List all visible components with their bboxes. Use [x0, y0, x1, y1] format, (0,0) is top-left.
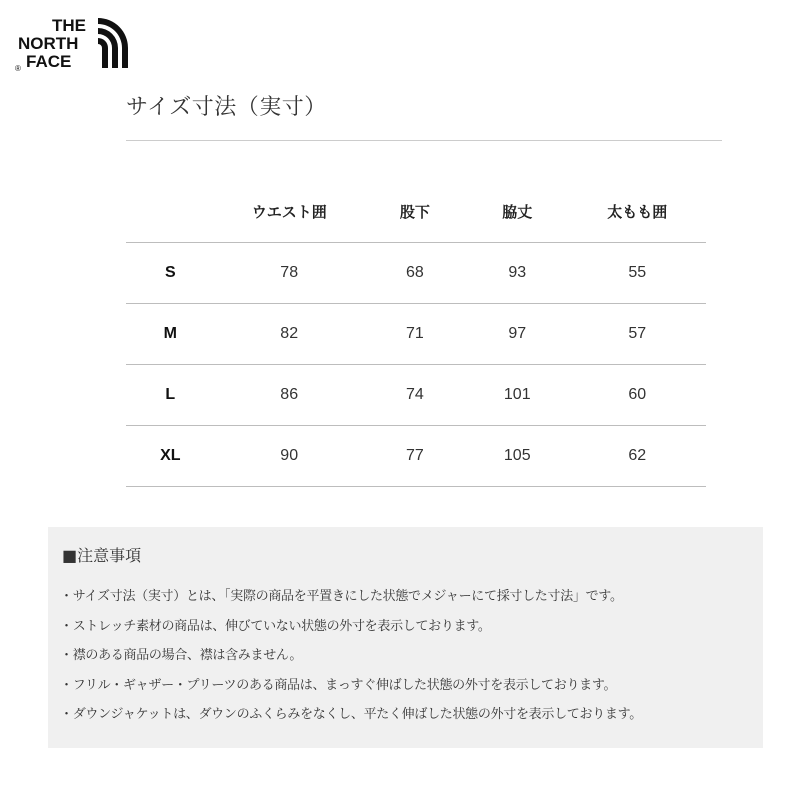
- logo-text-north: NORTH: [18, 34, 79, 53]
- table-cell: 57: [568, 304, 706, 365]
- size-label: M: [126, 304, 215, 365]
- header-cell-inseam: 股下: [364, 180, 466, 243]
- table-cell: 60: [568, 365, 706, 426]
- header-cell-thigh: 太もも囲: [568, 180, 706, 243]
- table-row: [126, 365, 706, 426]
- note-item: ・襟のある商品の場合、襟は含みません。: [60, 648, 303, 663]
- table-cell: 62: [568, 426, 706, 487]
- brand-logo: [12, 14, 132, 72]
- size-label: XL: [126, 426, 215, 487]
- size-table: [126, 180, 706, 487]
- registered-mark: ®: [15, 64, 21, 73]
- table-row: [126, 304, 706, 365]
- table-row: [126, 243, 706, 304]
- note-item: ・サイズ寸法（実寸）とは、「実際の商品を平置きにした状態でメジャーにて採寸した寸法」です。: [60, 589, 623, 604]
- table-header-row: [126, 180, 706, 243]
- half-dome-icon: [96, 16, 130, 70]
- table-cell: 93: [466, 243, 568, 304]
- table-cell: 90: [215, 426, 364, 487]
- notes-heading: ■注意事項: [62, 546, 142, 565]
- header-cell-waist: ウエスト囲: [215, 180, 364, 243]
- note-item: ・ダウンジャケットは、ダウンのふくらみをなくし、平たく伸ばした状態の外寸を表示しております。: [60, 707, 642, 722]
- table-cell: 77: [364, 426, 466, 487]
- table-row: [126, 426, 706, 487]
- table-cell: 97: [466, 304, 568, 365]
- notes-list: [60, 587, 642, 735]
- logo-text-face: FACE: [26, 52, 72, 71]
- table-cell: 82: [215, 304, 364, 365]
- size-label: L: [126, 365, 215, 426]
- table-cell: 68: [364, 243, 466, 304]
- note-item: ・ストレッチ素材の商品は、伸びていない状態の外寸を表示しております。: [60, 618, 491, 634]
- table-cell: 101: [466, 365, 568, 426]
- table-cell: 78: [215, 243, 364, 304]
- title-divider: [126, 140, 722, 141]
- size-label: S: [126, 243, 215, 304]
- table-cell: 105: [466, 426, 568, 487]
- table-cell: 74: [364, 365, 466, 426]
- table-cell: 71: [364, 304, 466, 365]
- table-cell: 86: [215, 365, 364, 426]
- page-title: サイズ寸法（実寸）: [126, 95, 327, 120]
- logo-text-the: THE: [52, 16, 86, 35]
- notes-panel: [48, 527, 763, 748]
- header-cell-outseam: 脇丈: [466, 180, 568, 243]
- table-cell: 55: [568, 243, 706, 304]
- note-item: ・フリル・ギャザー・プリーツのある商品は、まっすぐ伸ばした状態の外寸を表示しております。: [60, 677, 617, 693]
- header-cell-size: [126, 180, 215, 243]
